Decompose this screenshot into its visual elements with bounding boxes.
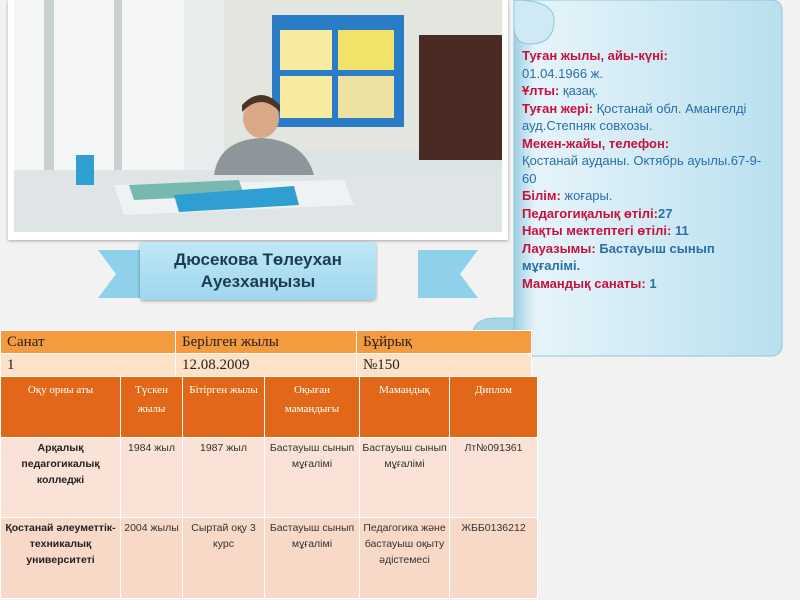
order-cell: №150 [357,354,532,377]
specialty-cell: Бастауыш сынып мұғалімі [360,438,450,518]
category-header-cell: Санат [1,331,176,354]
category-label: Мамандық санаты: [522,275,646,291]
education-value: жоғары. [564,188,613,203]
nation-label: Ұлты: [522,83,560,98]
education-table-header [1,377,538,438]
year-cell: 12.08.2009 [176,354,357,377]
teacher-surname: Дюсекова Төлеухан [174,250,342,269]
institution-cell: Қостанай әлеуметтік-техникалық университеті [1,518,121,599]
studied-specialty-header: Оқыған мамандығы [265,377,360,438]
position-label: Лауазымы: [522,240,596,256]
school-experience-value: 11 [675,223,689,238]
category-value: 1 [649,275,657,291]
category-table-header [1,331,532,354]
nation-value: қазақ. [562,83,599,98]
teacher-photo [8,0,508,240]
birth-value: 01.04.1966 ж. [522,65,603,81]
table-row [1,518,538,599]
birthplace-value: Қостанай обл. Амангелді ауд.Степняк совхозы. [522,100,747,133]
table-row [1,354,532,377]
institution-header: Оқу орны аты [1,377,121,438]
ped-experience-value: 27 [657,205,673,221]
entry-year-cell: 2004 жылы [121,518,183,599]
order-header-cell: Бұйрық [357,331,532,354]
diploma-cell: ЖББ0136212 [450,518,538,599]
year-header-cell: Берілген жылы [176,331,357,354]
education-table [0,376,538,599]
school-experience-label: Нақты мектептегі өтілі: [522,223,672,238]
specialty-cell: Педагогика және бастауыш оқыту әдістемесі [360,518,450,599]
birthplace-label: Туған жері: [522,100,593,116]
teacher-info [522,47,767,292]
teacher-patronymic: Ауезханқызы [200,272,316,291]
specialty-header: Мамандық [360,377,450,438]
entry-year-header: Түскен жылы [121,377,183,438]
table-row [1,438,538,518]
category-table [0,330,532,377]
ped-experience-label: Педагогиқалық өтілі: [522,205,658,221]
studied-specialty-cell: Бастауыш сынып мұғалімі [265,518,360,599]
diploma-cell: Лт№091361 [450,438,538,518]
studied-specialty-cell: Бастауыш сынып мұғалімі [265,438,360,518]
graduation-year-cell: 1987 жыл [183,438,265,518]
address-value: Қостанай ауданы. Октябрь ауылы.67-9-60 [522,153,762,186]
graduation-year-header: Бітірген жылы [183,377,265,438]
graduation-year-cell: Сыртай оқу 3 курс [183,518,265,599]
category-cell: 1 [1,354,176,377]
entry-year-cell: 1984 жыл [121,438,183,518]
address-label: Мекен-жайы, телефон: [522,135,670,151]
diploma-header: Диплом [450,377,538,438]
position-value: Бастауыш сынып мұғалімі. [522,240,715,273]
institution-cell: Арқалық педагогикалық колледжі [1,438,121,518]
education-label: Білім: [522,188,561,203]
birth-label: Туған жылы, айы-күні: [522,48,668,63]
name-banner [140,242,376,300]
